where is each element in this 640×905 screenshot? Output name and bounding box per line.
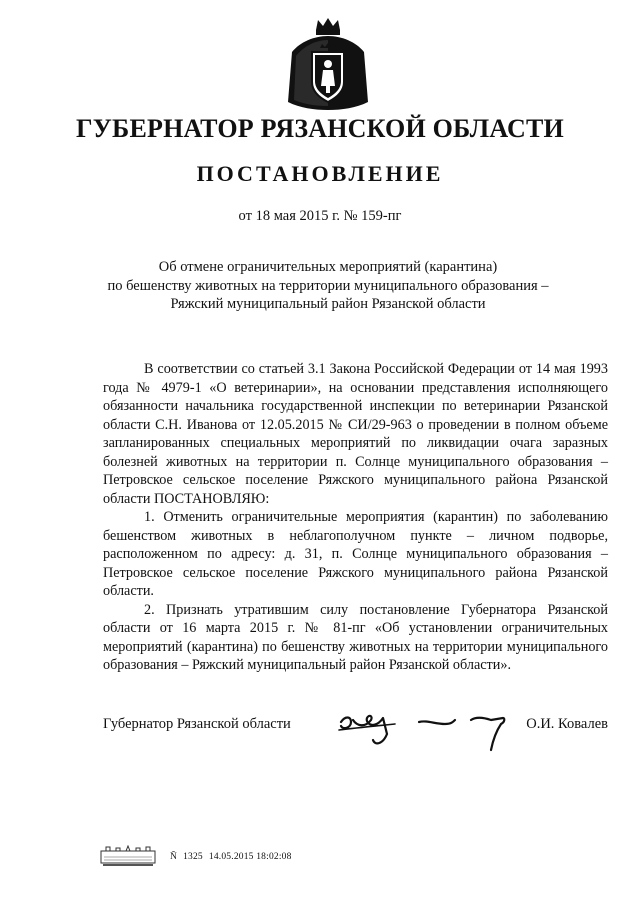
subject-line: Об отмене ограничительных мероприятий (карантина): [158, 259, 498, 275]
decree-item-1: 1. Отменить ограничительные мероприятия (карантин) по заболеванию бешенством животных в неблагополучном пункте – личном подворье, расположенном по адресу: д. 31, п. Солнце муниципального образования – Петровское сельское поселение Ряжского муниципального района Рязанской области.: [103, 509, 608, 599]
registration-mark: Ñ: [170, 852, 178, 862]
registration-line: [170, 851, 298, 863]
signatory-name: О.И. Ковалев: [526, 716, 608, 732]
ryazan-coat-of-arms-icon: [286, 16, 370, 112]
decree-item-2: 2. Признать утратившим силу постановление Губернатора Рязанской области от 16 марта 2015 г. № 81-пг «Об установлении ограничительных мероприятий (карантина) по бешенству животных на территории муниципального образования – Ряжский муниципальный район Рязанской области».: [103, 601, 608, 673]
signature-block: [103, 700, 608, 756]
preamble-paragraph: В соответствии со статьей 3.1 Закона Российской Федерации от 14 мая 1993 года № 4979-1 «О ветеринарии», на основании представления исполняющего обязанности начальника государственной инспекции по ветеринарии Рязанской области С.Н. Иванова от 12.05.2015 № СИ/29-963 о проведении в полном объеме запланированных специальных мероприятий по ликвидации очага заразных болезней животных на территории п. Солнце муниципального образования – Петровское сельское поселение Ряжского муниципального района Рязанской области ПОСТАНОВЛЯЮ:: [103, 361, 608, 507]
registration-datetime: 14.05.2015 18:02:08: [208, 852, 292, 862]
decree-subject: [100, 258, 556, 314]
registry-stamp-icon: [100, 845, 156, 867]
document-type-title: ПОСТАНОВЛЕНИЕ: [196, 161, 444, 186]
decree-body: [103, 360, 608, 675]
decree-date-number: от 18 мая 2015 г. № 159-пг: [238, 208, 402, 224]
registration-number: 1325: [183, 852, 203, 862]
handwritten-signature: [335, 700, 515, 756]
subject-line: по бешенству животных на территории муниципального образования –: [107, 277, 549, 294]
authority-title: ГУБЕРНАТОР РЯЗАНСКОЙ ОБЛАСТИ: [76, 114, 564, 143]
signatory-post: Губернатор Рязанской области: [103, 716, 291, 732]
subject-line: Ряжский муниципальный район Рязанской области: [170, 296, 486, 312]
